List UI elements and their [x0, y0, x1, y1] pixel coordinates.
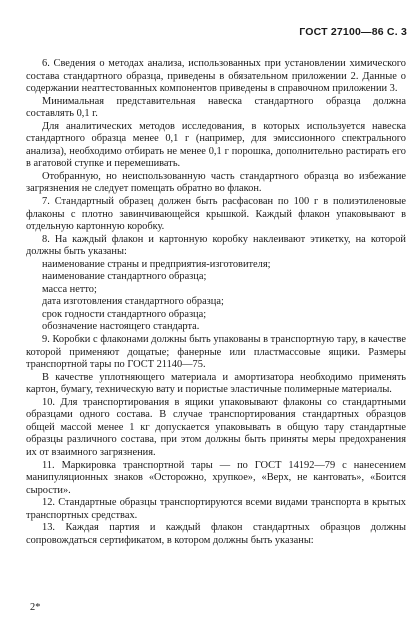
paragraph-min-sample: Минимальная представительная навеска стандартного образца должна составлять 0,1 г. [26, 95, 406, 120]
paragraph-6: 6. Сведения о методах анализа, использованных при установлении химического состава стандартного образца, приведены в обязательном приложении 2. Данные о содержании неаттестованных компонентов приведены в справочном приложении 3. [26, 58, 406, 95]
label-item-date: дата изготовления стандартного образца; [42, 296, 224, 308]
label-item-country: наименование страны и предприятия-изготовителя; [42, 258, 271, 270]
paragraph-unused-part: Отобранную, но неиспользованную часть стандартного образца во избежание загрязнения не следует помещать обратно во флакон. [26, 170, 406, 195]
document-body [26, 58, 406, 547]
paragraph-10: 10. Для транспортирования в ящики упаковывают флаконы со стандартными образцами одного состава. В случае транспортирования стандартных образцов общей массой менее 1 кг допускается упаковывать в общую тару стандартные образцы различного состава, при этом должны быть приняты меры предохранения их от взаимного загрязнения. [26, 396, 406, 458]
paragraph-12: 12. Стандартные образцы транспортируются всеми видами транспорта в крытых транспортных средствах. [26, 497, 406, 521]
label-item-mass: масса нетто; [42, 283, 97, 295]
paragraph-11: 11. Маркировка транспортной тары — по ГОСТ 14192—79 с нанесением манипуляционных знаков «Осторожно, хрупкое», «Верх, не кантовать», «Боится сырости». [26, 459, 406, 496]
paragraph-13: 13. Каждая партия и каждый флакон стандартных образцов должны сопровождаться сертификатом, в котором должны быть указаны: [26, 522, 406, 546]
paragraph-8: 8. На каждый флакон и картонную коробку наклеивают этикетку, на которой должны быть указаны: [26, 233, 406, 258]
label-item-name: наименование стандартного образца; [42, 271, 207, 283]
paragraph-7: 7. Стандартный образец должен быть расфасован по 100 г в полиэтиленовые флаконы с плотно завинчивающейся крышкой. Каждый флакон упаковывают в отдельную картонную коробку. [26, 196, 406, 233]
paragraph-analytic-methods: Для аналитических методов исследования, в которых используется навеска стандартного образца менее 0,1 г (например, для эмиссионного спектрального анализа), необходимо отбирать не менее 0,1 г порошка, дополнительно растирать его в агатовой ступке и перемешивать. [26, 120, 406, 170]
label-item-standard: обозначение настоящего стандарта. [42, 321, 200, 333]
page-header: ГОСТ 27100—86 С. 3 [299, 26, 407, 38]
paragraph-packing-material: В качестве уплотняющего материала и амортизатора необходимо применять картон, бумагу, техническую вату и пористые эластичные полимерные материалы. [26, 371, 406, 396]
paragraph-9: 9. Коробки с флаконами должны быть упакованы в транспортную тару, в качестве которой применяют дощатые; фанерные или пластмассовые ящики. Размеры транспортной тары по ГОСТ 21140—75. [26, 334, 406, 371]
page-signature: 2* [30, 602, 41, 613]
label-item-shelf-life: срок годности стандартного образца; [42, 308, 207, 320]
